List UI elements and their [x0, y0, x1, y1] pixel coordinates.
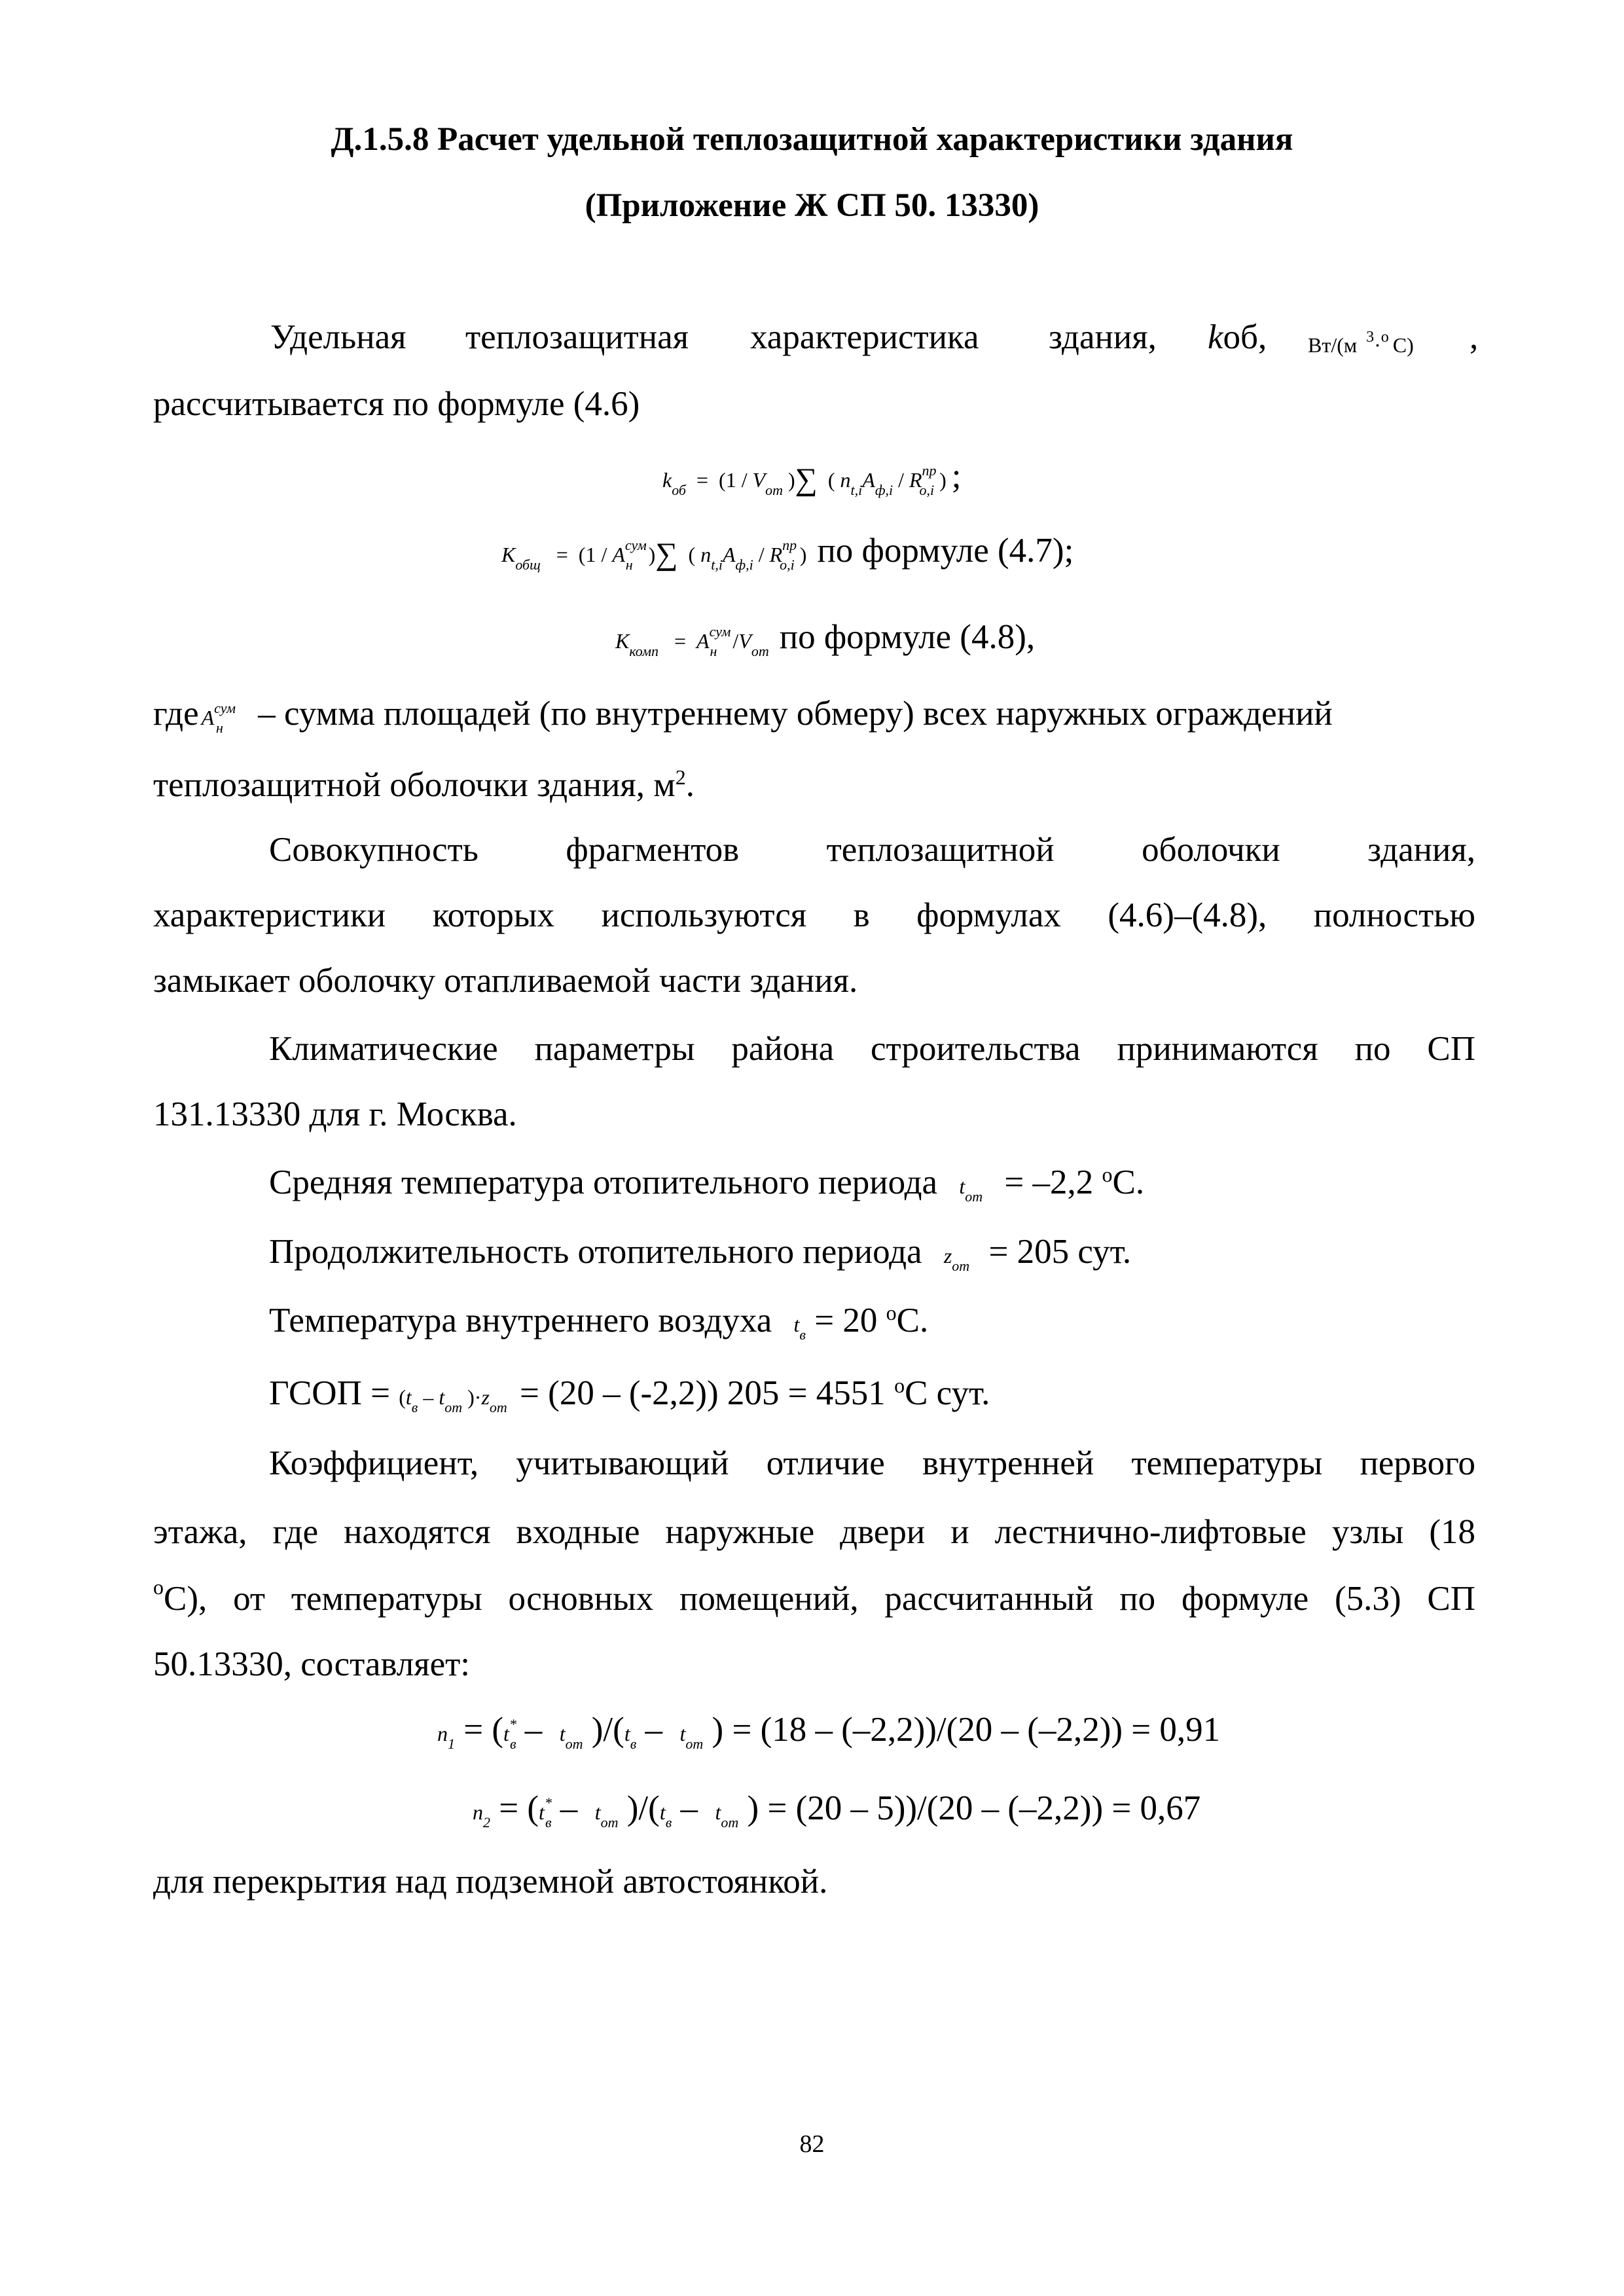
gsop-line: ГСОП = ($t_в - t_{от}$ )$\cdot z_{от} = (20 - (-2,2))$ 205 = 4551 $^о$С сут.: [269, 1374, 990, 1415]
n2-formula: $n_2 = (t^*_в - t_{от}$ )$/(t_в - t_{от}$ ) = (20 – 5))/(20 – (–2,2)) = 0,67: [473, 1789, 1201, 1831]
envelope-line-2: характеристики которых используются в формулах (4.6)–(4.8), полностью: [153, 896, 1475, 934]
coef-line-1: Коэффициент, учитывающий отличие внутренней температуры первого: [269, 1444, 1475, 1482]
closing-line: для перекрытия над подземной автостоянкой.: [153, 1863, 828, 1901]
formula-4-7: $K_{общ}$ = ($1 / A^{сум}_н$ )∑ ( $n_{t,i}A_{ф,i} / R^{пр}_{о,i}$ ) по формуле (4.7);: [501, 532, 1074, 573]
k-ob-symbol: kоб,: [1208, 318, 1267, 356]
envelope-line-3: замыкает оболочку отапливаемой части здания.: [153, 962, 858, 1000]
section-subheading: (Приложение Ж СП 50. 13330): [585, 187, 1039, 224]
where-line-2: теплозащитной оболочки здания, $м^2$.: [153, 765, 695, 804]
intro-line-2: рассчитывается по формуле (4.6): [153, 385, 640, 423]
page-number: 82: [799, 2130, 825, 2158]
coef-line-4: 50.13330, составляет:: [153, 1645, 471, 1683]
intro-word: теплозащитная: [465, 318, 689, 356]
climate-line-2: 131.13330 для г. Москва.: [153, 1095, 517, 1133]
climate-line-1: Климатические параметры района строительства принимаются по СП: [269, 1030, 1475, 1068]
n1-formula: $n_1 = (t^*_в - t_{от}$ )$/(t_в - t_{от}$ ) = (18 – (–2,2))/(20 – (–2,2)) = 0,91: [437, 1711, 1221, 1752]
coef-line-3: о С), от температуры основных помещений, рассчитанный по формуле (5.3) СП: [153, 1575, 1475, 1618]
inner-temperature-line: Температура внутреннего воздуха $t_в = 20$ $^о$С.: [269, 1301, 929, 1343]
unit-label: Вт/(м $^3$·$^о$ С): [1308, 329, 1414, 357]
coef-line-2: этажа, где находятся входные наружные двери и лестнично-лифтовые узлы (18: [153, 1513, 1475, 1551]
formula-4-8: $K_{комп}$ = $A^{сум}_н$ $/V_{от}$ по формуле (4.8),: [615, 618, 1036, 659]
duration-line: Продолжительность отопительного периода $z_{от} = 205$ сут.: [269, 1233, 1132, 1274]
section-heading: Д.1.5.8 Расчет удельной теплозащитной характеристики здания: [331, 121, 1293, 158]
intro-word: Удельная: [270, 318, 406, 356]
mean-temperature-line: Средняя температура отопительного периода $t_{от} = -2,2$ $^о$С.: [269, 1163, 1145, 1205]
intro-comma: ,: [1470, 318, 1479, 356]
envelope-line-1: Совокупность фрагментов теплозащитной оболочки здания,: [269, 831, 1475, 869]
intro-word: здания,: [1049, 318, 1157, 356]
intro-line: [0, 316, 1624, 358]
formula-4-6: $k_{об} = (1 / V_{от}$ )∑ ( $n_{t,i}A_{ф,i} / R^{пр}_{о,i}$ ) ;: [662, 457, 962, 498]
intro-word: характеристика: [750, 318, 979, 356]
where-line: где $A^{сум}_н$ – сумма площадей (по внутреннему обмеру) всех наружных ограждений: [153, 695, 1333, 736]
